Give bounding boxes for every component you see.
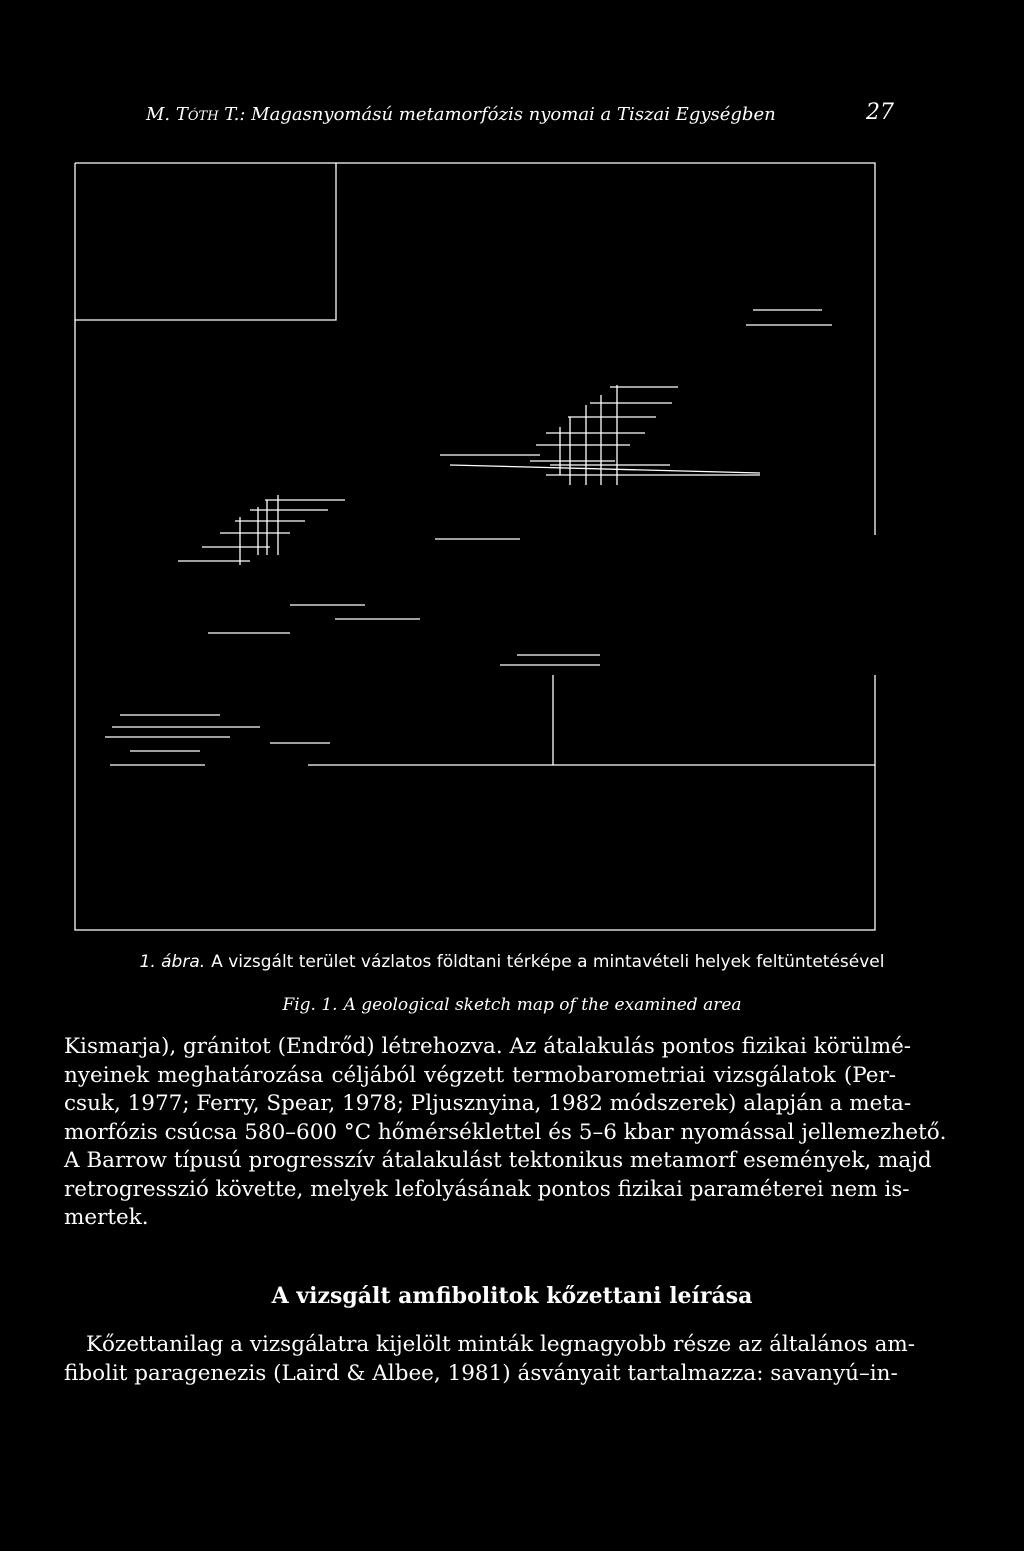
paragraph-line: Kismarja), gránitot (Endrőd) létrehozva. Az átalakulás pontos fizikai körülmé- <box>64 1034 912 1059</box>
paragraph-line: nyeinek meghatározása céljából végzett termobarometriai vizsgálatok (Per- <box>64 1062 896 1088</box>
paragraph-line: retrogresszió követte, melyek lefolyásának pontos fizikai paraméterei nem is- <box>64 1176 910 1202</box>
paragraph-line: mertek. <box>64 1205 149 1230</box>
caption-en-label: Fig. 1. <box>282 995 338 1015</box>
page-number: 27 <box>866 100 894 125</box>
paragraph-line: Kőzettanilag a vizsgálatra kijelölt minták legnagyobb része az általános am- <box>86 1332 916 1357</box>
caption-hu-label: 1. ábra. <box>139 952 206 972</box>
map-grid-cluster-center <box>440 385 760 485</box>
map-frame-outer <box>75 163 875 930</box>
caption-en-text: A geological sketch map of the examined area <box>343 995 742 1015</box>
figure-caption-english <box>0 995 1024 1015</box>
body-paragraph-2 <box>64 1331 916 1388</box>
map-grid-cluster-left <box>178 495 345 565</box>
header-author: M. Tóth T.: <box>146 104 246 125</box>
map-dashes-upper-right <box>746 310 832 325</box>
figure-caption-hungarian <box>0 952 1024 972</box>
header-title: Magasnyomású metamorfózis nyomai a Tiszai Egységben <box>251 104 776 125</box>
caption-hu-text: A vizsgált terület vázlatos földtani térképe a mintavételi helyek feltüntetésével <box>211 952 885 972</box>
map-dashes-center <box>208 539 520 633</box>
map-region-divider <box>308 675 875 765</box>
paragraph-line: csuk, 1977; Ferry, Spear, 1978; Pljusznyina, 1982 módszerek) alapján a meta- <box>64 1091 912 1116</box>
map-dashes-lower-right <box>500 655 600 665</box>
map-dashes-lower-left <box>105 715 330 765</box>
paragraph-line: A Barrow típusú progresszív átalakulást tektonikus metamorf események, majd <box>64 1148 932 1173</box>
geological-sketch-map <box>70 155 880 940</box>
paragraph-line: fibolit paragenezis (Laird & Albee, 1981) ásványait tartalmazza: savanyú–in- <box>64 1360 898 1386</box>
running-header <box>146 104 776 125</box>
body-paragraph-1 <box>64 1033 947 1233</box>
map-inset-box <box>75 163 336 320</box>
section-heading: A vizsgált amfibolitok kőzettani leírása <box>271 1283 753 1309</box>
paragraph-line: morfózis csúcsa 580–600 °C hőmérséklettel és 5–6 kbar nyomással jellemezhető. <box>64 1119 947 1145</box>
